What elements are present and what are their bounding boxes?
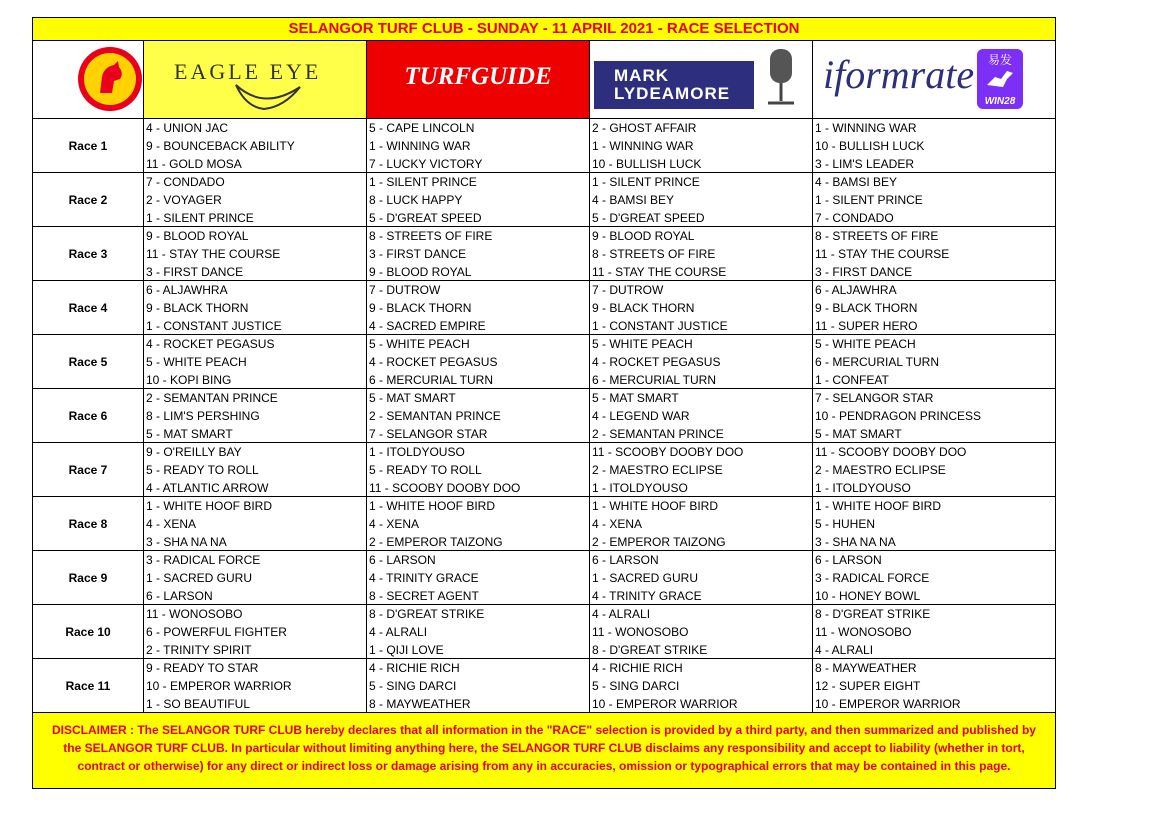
race-label: Race 9 — [33, 551, 144, 604]
horse-selection: 5 - MAT SMART — [815, 427, 902, 441]
horse-selection: 4 - ALRALI — [369, 625, 428, 639]
horse-selection: 3 - LIM'S LEADER — [815, 157, 914, 171]
race-row — [33, 659, 1055, 713]
horse-selection: 3 - RADICAL FORCE — [815, 571, 930, 585]
horse-selection: 6 - LARSON — [146, 589, 213, 603]
race-row — [33, 227, 1055, 281]
horse-selection: 1 - WINNING WAR — [592, 139, 694, 153]
horse-selection: 1 - QIJI LOVE — [369, 643, 444, 657]
tipster-selection-column — [590, 659, 813, 712]
horse-selection: 11 - GOLD MOSA — [146, 157, 242, 171]
horse-selection: 11 - SCOOBY DOOBY DOO — [369, 481, 521, 495]
race-label: Race 8 — [33, 497, 144, 550]
tipster-selection-column — [590, 389, 813, 442]
horse-selection: 8 - D'GREAT STRIKE — [369, 607, 485, 621]
horse-selection: 11 - STAY THE COURSE — [146, 247, 281, 261]
horse-selection: 1 - CONFEAT — [815, 373, 889, 387]
tipster-selection-column — [144, 605, 367, 658]
tipster-selection-column — [590, 551, 813, 604]
horse-selection: 2 - GHOST AFFAIR — [592, 121, 697, 135]
tipster-selection-column — [144, 119, 367, 172]
horse-selection: 7 - SELANGOR STAR — [369, 427, 488, 441]
tipster-selection-column — [813, 551, 1055, 604]
tipster-selection-column — [144, 335, 367, 388]
horse-selection: 8 - MAYWEATHER — [369, 697, 471, 711]
tipster-selection-column — [590, 281, 813, 334]
tipster-selection-column — [813, 227, 1055, 280]
tipster-selection-column — [367, 659, 590, 712]
tipster-selection-column — [813, 605, 1055, 658]
tipster-selection-column — [590, 497, 813, 550]
horse-selection: 1 - ITOLDYOUSO — [592, 481, 688, 495]
race-row — [33, 389, 1055, 443]
horse-selection: 11 - WONOSOBO — [815, 625, 912, 639]
horse-selection: 1 - WINNING WAR — [369, 139, 471, 153]
horse-selection: 8 - LUCK HAPPY — [369, 193, 463, 207]
horse-selection: 4 - ATLANTIC ARROW — [146, 481, 269, 495]
horse-selection: 1 - WINNING WAR — [815, 121, 917, 135]
horse-selection: 9 - BLACK THORN — [146, 301, 249, 315]
horse-selection: 4 - BAMSI BEY — [592, 193, 675, 207]
horse-selection: 7 - DUTROW — [592, 283, 664, 297]
tipster-selection-column — [367, 173, 590, 226]
tipster-selection-column — [367, 605, 590, 658]
horse-selection: 10 - EMPEROR WARRIOR — [592, 697, 738, 711]
horse-selection: 8 - STREETS OF FIRE — [815, 229, 939, 243]
race-label: Race 2 — [33, 173, 144, 226]
race-row — [33, 497, 1055, 551]
horse-selection: 1 - SACRED GURU — [146, 571, 253, 585]
tipster-selection-column — [144, 281, 367, 334]
horse-selection: 7 - SELANGOR STAR — [815, 391, 934, 405]
horse-selection: 9 - BLOOD ROYAL — [146, 229, 249, 243]
horse-selection: 5 - SING DARCI — [369, 679, 457, 693]
horse-selection: 6 - POWERFUL FIGHTER — [146, 625, 287, 639]
stc-logo — [78, 47, 142, 111]
horse-selection: 5 - WHITE PEACH — [592, 337, 693, 351]
tipster-selection-column — [813, 119, 1055, 172]
horse-selection: 12 - SUPER EIGHT — [815, 679, 921, 693]
iformrate-logo: iformrate — [823, 52, 975, 97]
horse-selection: 1 - WHITE HOOF BIRD — [369, 499, 495, 513]
race-label: Race 10 — [33, 605, 144, 658]
eagle-icon — [234, 81, 304, 113]
turfguide-logo: TURFGUIDE — [404, 63, 552, 90]
win28-logo: 易发 WIN28 — [977, 49, 1023, 109]
race-row — [33, 551, 1055, 605]
horse-selection: 2 - EMPEROR TAIZONG — [369, 535, 503, 549]
horse-selection: 9 - BLOOD ROYAL — [592, 229, 695, 243]
horse-selection: 8 - LIM'S PERSHING — [146, 409, 260, 423]
horse-selection: 11 - WONOSOBO — [146, 607, 243, 621]
horse-selection: 5 - MAT SMART — [592, 391, 679, 405]
horse-selection: 8 - D'GREAT STRIKE — [592, 643, 708, 657]
horse-selection: 8 - D'GREAT STRIKE — [815, 607, 931, 621]
horse-selection: 2 - SEMANTAN PRINCE — [146, 391, 278, 405]
tipster-selection-column — [813, 659, 1055, 712]
races-table — [33, 119, 1055, 713]
mark-lydeamore-logo-cell — [590, 41, 813, 118]
tipster-selection-column — [144, 551, 367, 604]
horse-selection: 8 - SECRET AGENT — [369, 589, 479, 603]
tipster-selection-column — [813, 389, 1055, 442]
horse-selection: 4 - ROCKET PEGASUS — [146, 337, 275, 351]
horse-selection: 4 - UNION JAC — [146, 121, 229, 135]
stc-logo-cell — [33, 41, 144, 118]
tipster-selection-column — [813, 281, 1055, 334]
horse-selection: 11 - SCOOBY DOOBY DOO — [592, 445, 744, 459]
horse-selection: 10 - HONEY BOWL — [815, 589, 921, 603]
horse-selection: 6 - ALJAWHRA — [815, 283, 897, 297]
horse-selection: 4 - ROCKET PEGASUS — [592, 355, 721, 369]
horse-selection: 9 - BOUNCEBACK ABILITY — [146, 139, 295, 153]
horse-head-icon — [84, 53, 136, 105]
race-label: Race 6 — [33, 389, 144, 442]
tipster-selection-column — [367, 227, 590, 280]
horse-selection: 5 - HUHEN — [815, 517, 876, 531]
turfguide-logo-cell — [367, 41, 590, 118]
horse-selection: 9 - BLACK THORN — [592, 301, 695, 315]
horse-selection: 6 - MERCURIAL TURN — [815, 355, 940, 369]
horse-selection: 1 - WHITE HOOF BIRD — [146, 499, 272, 513]
horse-selection: 1 - SILENT PRINCE — [592, 175, 700, 189]
horse-selection: 5 - WHITE PEACH — [146, 355, 247, 369]
horse-selection: 11 - STAY THE COURSE — [815, 247, 950, 261]
horse-selection: 2 - SEMANTAN PRINCE — [592, 427, 724, 441]
race-label: Race 1 — [33, 119, 144, 172]
tipster-selection-column — [367, 281, 590, 334]
tipster-selection-column — [367, 335, 590, 388]
horse-selection: 6 - LARSON — [369, 553, 436, 567]
eagle-eye-logo-cell — [144, 41, 367, 118]
horse-selection: 5 - READY TO ROLL — [146, 463, 259, 477]
horse-selection: 9 - BLACK THORN — [369, 301, 472, 315]
tipster-selection-column — [367, 389, 590, 442]
tipster-selection-column — [367, 443, 590, 496]
horse-selection: 5 - MAT SMART — [146, 427, 233, 441]
horse-selection: 1 - ITOLDYOUSO — [815, 481, 911, 495]
horse-selection: 4 - XENA — [146, 517, 197, 531]
horse-selection: 1 - SILENT PRINCE — [146, 211, 254, 225]
horse-selection: 11 - STAY THE COURSE — [592, 265, 727, 279]
horse-selection: 5 - WHITE PEACH — [815, 337, 916, 351]
horse-selection: 1 - WHITE HOOF BIRD — [592, 499, 718, 513]
race-label: Race 3 — [33, 227, 144, 280]
tipster-selection-column — [144, 659, 367, 712]
horse-selection: 1 - ITOLDYOUSO — [369, 445, 465, 459]
horse-selection: 1 - CONSTANT JUSTICE — [146, 319, 282, 333]
tipster-selection-column — [144, 443, 367, 496]
race-label: Race 7 — [33, 443, 144, 496]
horse-selection: 10 - BULLISH LUCK — [815, 139, 925, 153]
horse-selection: 9 - O'REILLY BAY — [146, 445, 242, 459]
iformrate-logo-cell — [813, 41, 1055, 118]
race-row — [33, 119, 1055, 173]
racehorse-icon — [985, 67, 1015, 89]
horse-selection: 4 - ROCKET PEGASUS — [369, 355, 498, 369]
horse-selection: 6 - LARSON — [815, 553, 882, 567]
horse-selection: 5 - CAPE LINCOLN — [369, 121, 475, 135]
horse-selection: 6 - LARSON — [592, 553, 659, 567]
tipster-selection-column — [590, 173, 813, 226]
horse-selection: 5 - SING DARCI — [592, 679, 680, 693]
horse-selection: 9 - READY TO STAR — [146, 661, 259, 675]
horse-selection: 2 - MAESTRO ECLIPSE — [592, 463, 723, 477]
microphone-icon — [760, 47, 804, 107]
horse-selection: 2 - TRINITY SPIRIT — [146, 643, 252, 657]
mark-lydeamore-logo: MARK LYDEAMORE — [594, 61, 754, 109]
tipster-selection-column — [590, 443, 813, 496]
horse-selection: 8 - STREETS OF FIRE — [369, 229, 493, 243]
race-row — [33, 173, 1055, 227]
horse-selection: 10 - BULLISH LUCK — [592, 157, 702, 171]
eagle-eye-logo: EAGLE EYE — [174, 59, 322, 84]
horse-selection: 4 - ALRALI — [592, 607, 651, 621]
horse-selection: 7 - CONDADO — [146, 175, 225, 189]
horse-selection: 4 - BAMSI BEY — [815, 175, 898, 189]
horse-selection: 7 - LUCKY VICTORY — [369, 157, 483, 171]
horse-selection: 7 - DUTROW — [369, 283, 441, 297]
tipster-selection-column — [144, 389, 367, 442]
horse-selection: 11 - SUPER HERO — [815, 319, 918, 333]
tipster-selection-column — [144, 497, 367, 550]
horse-selection: 1 - SACRED GURU — [592, 571, 699, 585]
horse-selection: 1 - SILENT PRINCE — [369, 175, 477, 189]
tipster-selection-column — [813, 173, 1055, 226]
horse-selection: 10 - EMPEROR WARRIOR — [815, 697, 961, 711]
horse-selection: 4 - ALRALI — [815, 643, 874, 657]
tipster-selection-column — [590, 119, 813, 172]
tipster-selection-column — [813, 335, 1055, 388]
horse-selection: 5 - D'GREAT SPEED — [369, 211, 482, 225]
race-label: Race 11 — [33, 659, 144, 712]
horse-selection: 9 - BLOOD ROYAL — [369, 265, 472, 279]
race-row — [33, 335, 1055, 389]
horse-selection: 3 - RADICAL FORCE — [146, 553, 261, 567]
horse-selection: 4 - TRINITY GRACE — [592, 589, 702, 603]
horse-selection: 11 - WONOSOBO — [592, 625, 689, 639]
page-title: SELANGOR TURF CLUB - SUNDAY - 11 APRIL 2021 - RACE SELECTION — [33, 18, 1055, 41]
horse-selection: 4 - LEGEND WAR — [592, 409, 690, 423]
horse-selection: 11 - SCOOBY DOOBY DOO — [815, 445, 967, 459]
horse-selection: 4 - TRINITY GRACE — [369, 571, 479, 585]
race-label: Race 4 — [33, 281, 144, 334]
horse-selection: 2 - SEMANTAN PRINCE — [369, 409, 501, 423]
horse-selection: 10 - KOPI BING — [146, 373, 232, 387]
horse-selection: 3 - SHA NA NA — [815, 535, 896, 549]
race-selection-sheet — [32, 17, 1056, 789]
tipster-selection-column — [590, 605, 813, 658]
horse-selection: 1 - WHITE HOOF BIRD — [815, 499, 941, 513]
horse-selection: 6 - ALJAWHRA — [146, 283, 228, 297]
horse-selection: 10 - EMPEROR WARRIOR — [146, 679, 292, 693]
horse-selection: 4 - XENA — [592, 517, 643, 531]
horse-selection: 7 - CONDADO — [815, 211, 894, 225]
horse-selection: 2 - MAESTRO ECLIPSE — [815, 463, 946, 477]
race-row — [33, 605, 1055, 659]
horse-selection: 8 - STREETS OF FIRE — [592, 247, 716, 261]
tipster-selection-column — [144, 173, 367, 226]
horse-selection: 5 - READY TO ROLL — [369, 463, 482, 477]
disclaimer-text: DISCLAIMER : The SELANGOR TURF CLUB hereby declares that all information in the "RACE" selection is provided by a third party, and then summarized and published by the SELANGOR TURF CLUB. In particular without limiting anything here, the SELANGOR TURF CLUB disclaims any responsibility and accept to liability (whether in tort, contract or otherwise) for any direct or indirect loss or damage arising from any in accuracies, omission or typographical errors that may be contained in this page. — [33, 713, 1055, 788]
horse-selection: 6 - MERCURIAL TURN — [592, 373, 717, 387]
horse-selection: 3 - SHA NA NA — [146, 535, 227, 549]
horse-selection: 2 - EMPEROR TAIZONG — [592, 535, 726, 549]
tipster-logo-row — [33, 41, 1055, 119]
tipster-selection-column — [144, 227, 367, 280]
race-row — [33, 281, 1055, 335]
tipster-selection-column — [590, 227, 813, 280]
horse-selection: 10 - PENDRAGON PRINCESS — [815, 409, 982, 423]
tipster-selection-column — [367, 497, 590, 550]
horse-selection: 1 - SILENT PRINCE — [815, 193, 923, 207]
horse-selection: 1 - CONSTANT JUSTICE — [592, 319, 728, 333]
horse-selection: 9 - BLACK THORN — [815, 301, 918, 315]
tipster-selection-column — [590, 335, 813, 388]
horse-selection: 3 - FIRST DANCE — [146, 265, 244, 279]
tipster-selection-column — [367, 551, 590, 604]
horse-selection: 6 - MERCURIAL TURN — [369, 373, 494, 387]
tipster-selection-column — [367, 119, 590, 172]
horse-selection: 5 - MAT SMART — [369, 391, 456, 405]
race-label: Race 5 — [33, 335, 144, 388]
horse-selection: 3 - FIRST DANCE — [815, 265, 913, 279]
horse-selection: 4 - XENA — [369, 517, 420, 531]
horse-selection: 3 - FIRST DANCE — [369, 247, 467, 261]
horse-selection: 4 - RICHIE RICH — [592, 661, 683, 675]
horse-selection: 8 - MAYWEATHER — [815, 661, 917, 675]
horse-selection: 1 - SO BEAUTIFUL — [146, 697, 251, 711]
horse-selection: 5 - WHITE PEACH — [369, 337, 470, 351]
horse-selection: 2 - VOYAGER — [146, 193, 222, 207]
horse-selection: 5 - D'GREAT SPEED — [592, 211, 705, 225]
horse-selection: 4 - SACRED EMPIRE — [369, 319, 486, 333]
tipster-selection-column — [813, 497, 1055, 550]
race-row — [33, 443, 1055, 497]
horse-selection: 4 - RICHIE RICH — [369, 661, 460, 675]
tipster-selection-column — [813, 443, 1055, 496]
